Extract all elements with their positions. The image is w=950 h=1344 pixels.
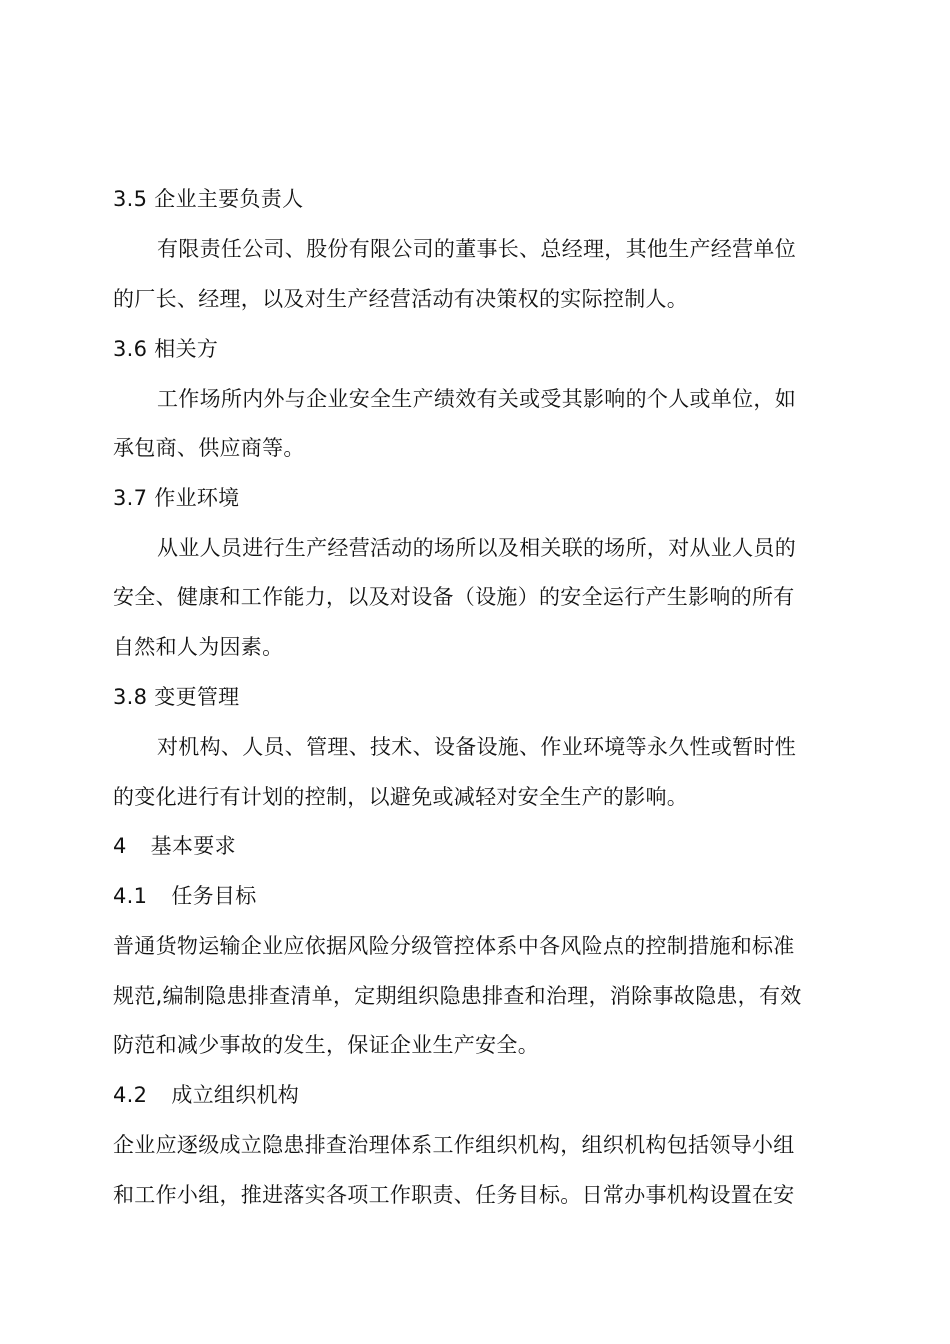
section-3-7-heading: 3.7 作业环境 [113, 486, 240, 510]
section-3-5-heading: 3.5 企业主要负责人 [113, 187, 304, 211]
section-4-1-heading [113, 881, 257, 911]
section-3-6-line-1: 工作场所内外与企业安全生产绩效有关或受其影响的个人或单位，如 [157, 387, 796, 411]
section-3-7-line-2: 安全、健康和工作能力，以及对设备（设施）的安全运行产生影响的所有 [113, 585, 795, 609]
section-4-2-heading [113, 1080, 299, 1110]
section-4-2-line-1: 企业应逐级成立隐患排查治理体系工作组织机构，组织机构包括领导小组 [113, 1133, 795, 1157]
section-4-1-number: 4.1 [113, 884, 148, 908]
section-4-number: 4 [113, 834, 127, 858]
section-3-5-line-1: 有限责任公司、股份有限公司的董事长、总经理，其他生产经营单位 [157, 237, 796, 261]
section-3-8-heading: 3.8 变更管理 [113, 685, 240, 709]
section-3-8-line-2: 的变化进行有计划的控制，以避免或减轻对安全生产的影响。 [113, 785, 689, 809]
section-4-title: 基本要求 [150, 834, 236, 858]
section-4-1-line-2: 规范,编制隐患排查清单，定期组织隐患排查和治理，消除事故隐患，有效 [113, 984, 802, 1008]
section-3-6-line-2: 承包商、供应商等。 [113, 436, 305, 460]
section-4-1-title: 任务目标 [171, 884, 257, 908]
section-4-2-number: 4.2 [113, 1083, 148, 1107]
section-3-7-line-3: 自然和人为因素。 [113, 635, 284, 659]
section-3-7-line-1: 从业人员进行生产经营活动的场所以及相关联的场所，对从业人员的 [157, 536, 796, 560]
section-4-2-line-2: 和工作小组，推进落实各项工作职责、任务目标。日常办事机构设置在安 [113, 1183, 795, 1207]
section-4-heading [113, 831, 236, 861]
section-4-1-line-1: 普通货物运输企业应依据风险分级管控体系中各风险点的控制措施和标准 [113, 934, 795, 958]
section-3-6-heading: 3.6 相关方 [113, 337, 219, 361]
section-3-5-line-2: 的厂长、经理，以及对生产经营活动有决策权的实际控制人。 [113, 287, 689, 311]
section-4-1-line-3: 防范和减少事故的发生，保证企业生产安全。 [113, 1033, 539, 1057]
section-4-2-title: 成立组织机构 [171, 1083, 300, 1107]
section-3-8-line-1: 对机构、人员、管理、技术、设备设施、作业环境等永久性或暂时性 [157, 735, 796, 759]
